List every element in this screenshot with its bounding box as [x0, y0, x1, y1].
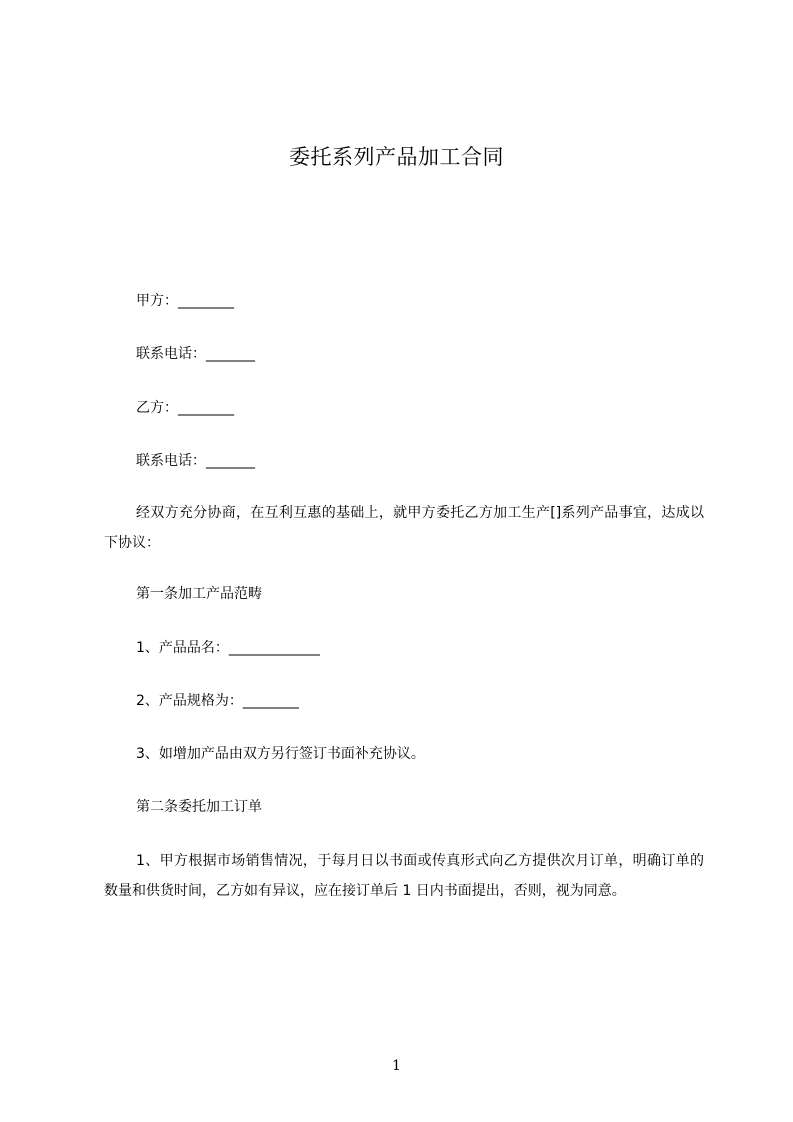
article-1-item-2: 2、产品规格为：________: [136, 693, 299, 709]
party-b-phone-line: 联系电话：_______: [136, 453, 255, 469]
preamble-paragraph: 经双方充分协商，在互利互惠的基础上，就甲方委托乙方加工生产[]系列产品事宜，达成以下协议：: [104, 505, 704, 551]
party-a-phone-line: 联系电话：_______: [136, 346, 255, 362]
article-1-item-3: 3、如增加产品由双方另行签订书面补充协议。: [136, 746, 425, 762]
article-2-item-1: 1、甲方根据市场销售情况，于每月日以书面或传真形式向乙方提供次月订单，明确订单的数量和供货时间，乙方如有异议，应在接订单后 1 日内书面提出，否则，视为同意。: [104, 853, 704, 899]
page-number: 1: [392, 1058, 401, 1074]
article-1-heading: 第一条加工产品范畴: [136, 586, 262, 602]
party-b-line: 乙方：________: [136, 400, 234, 416]
party-a-line: 甲方：________: [136, 293, 234, 309]
document-title: 委托系列产品加工合同: [289, 145, 504, 169]
article-2-heading: 第二条委托加工订单: [136, 799, 262, 815]
article-1-item-1: 1、产品品名：_____________: [136, 640, 320, 656]
